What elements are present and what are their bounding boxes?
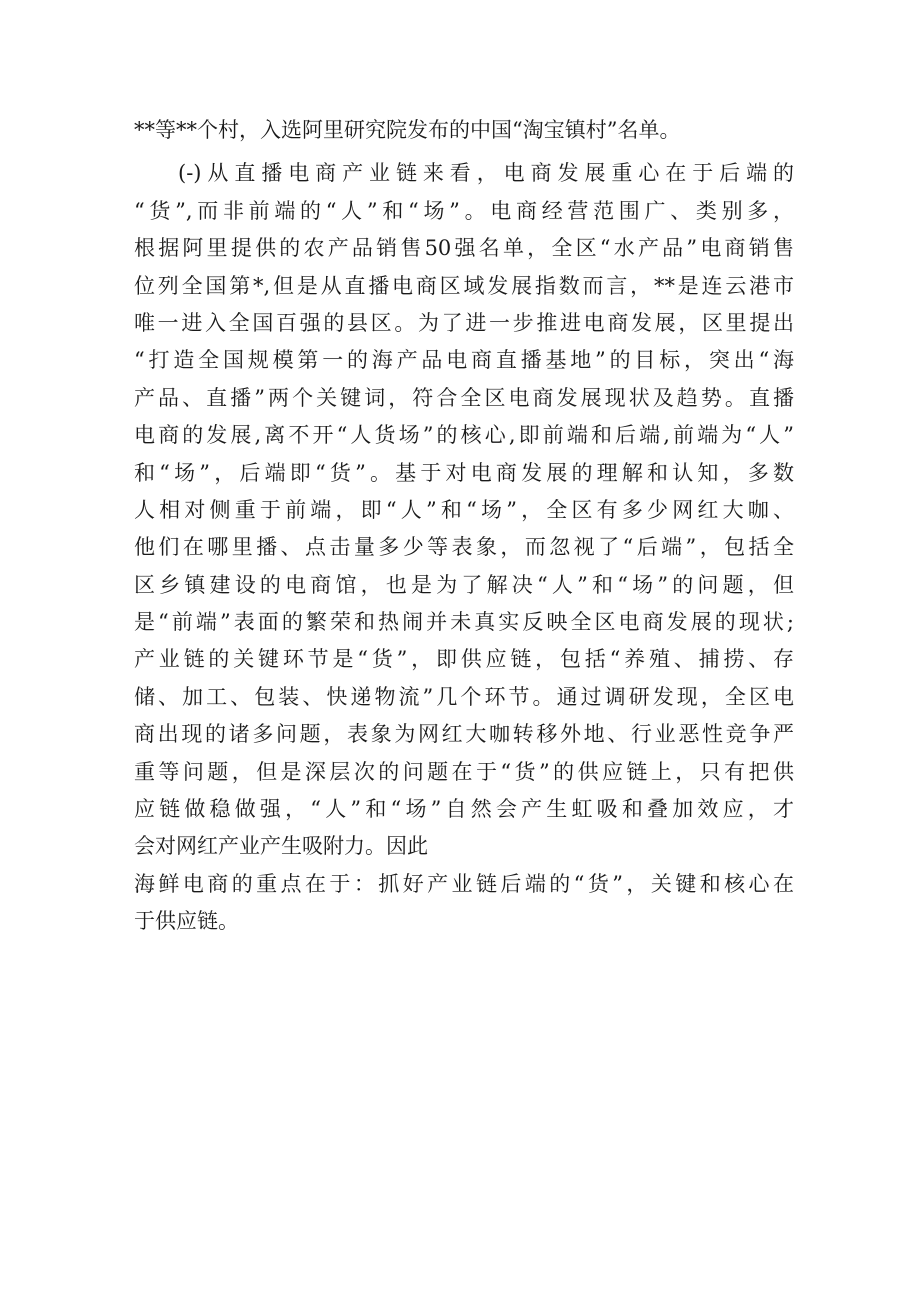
text-line: 应链做稳做强，“人”和“场”自然会产生虹吸和叠加效应，才 — [134, 797, 794, 822]
text-line: “打造全国规模第一的海产品电商直播基地”的目标，突出“海 — [134, 348, 794, 373]
text-line: 和“场”，后端即“货”。基于对电商发展的理解和认知，多数 — [134, 460, 794, 485]
text-line: **等**个村，入选阿里研究院发布的中国“淘宝镇村”名单。 — [134, 118, 681, 142]
text-line: 人相对侧重于前端，即“人”和“场”，全区有多少网红大咖、 — [134, 497, 794, 522]
text-line: 会对网红产业产生吸附力。因此 — [134, 834, 428, 859]
text-line: 电商的发展,离不开“人货场”的核心,即前端和后端,前端为“人” — [134, 423, 794, 448]
text-line: (-)从直播电商产业链来看，电商发展重心在于后端的 — [178, 161, 794, 186]
text-line: 他们在哪里播、点击量多少等表象，而忽视了“后端”，包括全 — [134, 535, 794, 560]
document-body — [134, 112, 794, 941]
text-line: 位列全国第*,但是从直播电商区域发展指数而言，**是连云港市 — [134, 273, 794, 298]
text-line: “货”,而非前端的“人”和“场”。电商经营范围广、类别多， — [134, 198, 794, 223]
text-line: 是“前端”表面的繁荣和热闹并未真实反映全区电商发展的现状; — [134, 610, 794, 635]
text-line: 产品、直播”两个关键词，符合全区电商发展现状及趋势。直播 — [134, 385, 794, 410]
text-line: 产业链的关键环节是“货”，即供应链，包括“养殖、捕捞、存 — [134, 647, 794, 672]
text-line: 根据阿里提供的农产品销售50强名单，全区“水产品”电商销售 — [134, 236, 794, 261]
text-line: 储、加工、包装、快递物流”几个环节。通过调研发现，全区电 — [134, 684, 794, 709]
text-line: 海鲜电商的重点在于：抓好产业链后端的“货”，关键和核心在 — [134, 871, 794, 896]
text-line: 唯一进入全国百强的县区。为了进一步推进电商发展，区里提出 — [134, 310, 794, 335]
text-line: 于供应链。 — [134, 909, 239, 934]
text-line: 商出现的诸多问题，表象为网红大咖转移外地、行业恶性竞争严 — [134, 722, 794, 747]
text-line: 重等问题，但是深层次的问题在于“货”的供应链上，只有把供 — [134, 759, 794, 784]
text-line: 区乡镇建设的电商馆，也是为了解决“人”和“场”的问题，但 — [134, 572, 794, 597]
